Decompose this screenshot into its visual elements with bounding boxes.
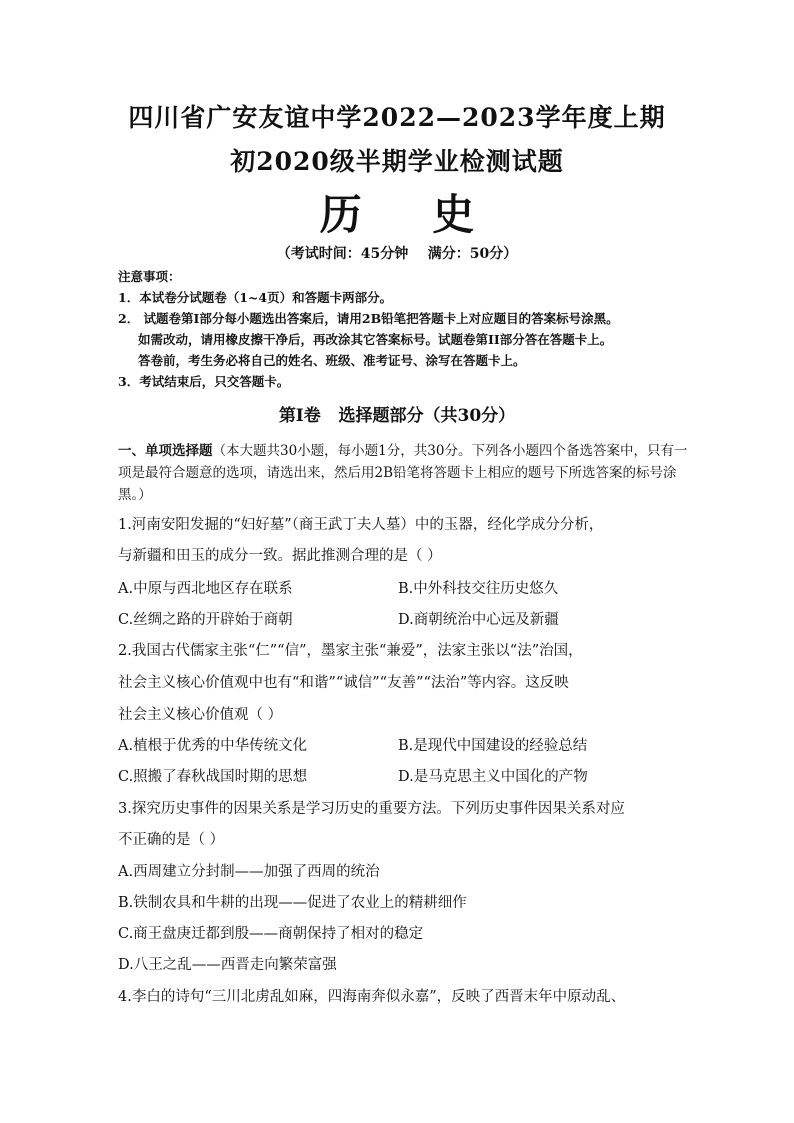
question-3-option-a: A.西周建立分封制——加强了西周的统治 (118, 864, 380, 880)
notes-item: 3．考试结束后，只交答题卡。 (118, 374, 290, 389)
notes-item: 1．本试卷分试题卷（1~4页）和答题卡两部分。 (118, 290, 393, 305)
notes-heading: 注意事项： (118, 269, 181, 284)
notes-item: 如需改动，请用橡皮擦干净后，再改涂其它答案标号。试题卷第II部分答在答题卡上。 (138, 332, 613, 347)
question-1-line-1: 1.河南安阳发掘的“妇好墓”（商王武丁夫人墓）中的玉器，经化学成分分析， (118, 517, 604, 533)
instruction-text: （本大题共30小题，每小题1分，共30分。下列各小题四个备选答案中，只有一项是最符合题意的选项，请选出来，然后用2B铅笔将答题卡上相应的题号下所选答案的标号涂黑。） (118, 443, 688, 503)
section-instruction (118, 440, 690, 506)
option-b: B.中外科技交往历史悠久 (398, 581, 559, 597)
question-3-option-c: C.商王盘庚迁都到殷——商朝保持了相对的稳定 (118, 926, 424, 942)
question-2-line-2: 社会主义核心价值观中也有“和谐”“诚信”“友善”“法治”等内容。这反映 (118, 675, 569, 691)
question-3-line-2: 不正确的是（ ） (118, 832, 225, 848)
option-c: C.丝绸之路的开辟始于商朝 (118, 612, 293, 628)
question-3-option-d: D.八王之乱——西晋走向繁荣富强 (118, 957, 337, 973)
subject-title: 历 史 (319, 190, 503, 239)
exam-title-line2: 初2020级半期学业检测试题 (230, 147, 564, 176)
notes-block (118, 266, 698, 392)
option-b: B.是现代中国建设的经验总结 (398, 738, 588, 754)
question-3-option-b: B.铁制农具和牛耕的出现——促进了农业上的精耕细作 (118, 895, 467, 911)
question-4-line-1: 4.李白的诗句“三川北虏乱如麻，四海南奔似永嘉”，反映了西晋末年中原动乱、 (118, 989, 626, 1005)
option-c: C.照搬了春秋战国时期的思想 (118, 769, 308, 785)
option-a: A.中原与西北地区存在联系 (118, 581, 293, 597)
option-d: D.是马克思主义中国化的产物 (398, 769, 588, 785)
question-2-line-3: 社会主义核心价值观（ ） (118, 707, 283, 723)
instruction-lead: 一、单项选择题 (118, 443, 213, 459)
notes-item: 答卷前，考生务必将自己的姓名、班级、准考证号、涂写在答题卡上。 (138, 353, 526, 368)
question-2-options-row-1 (118, 734, 690, 755)
question-2-line-1: 2.我国古代儒家主张“仁”“信”，墨家主张“兼爱”，法家主张以“法”治国， (118, 643, 583, 659)
exam-info: （考试时间：45分钟 满分：50分） (276, 246, 518, 262)
question-3-line-1: 3.探究历史事件的因果关系是学习历史的重要方法。下列历史事件因果关系对应 (118, 801, 625, 817)
question-1-options-row-1 (118, 577, 690, 598)
question-2-options-row-2 (118, 765, 690, 786)
option-a: A.植根于优秀的中华传统文化 (118, 738, 308, 754)
question-1-options-row-2 (118, 608, 690, 629)
section-title: 第Ⅰ卷 选择题部分（共30分） (278, 406, 516, 426)
notes-item: 2． 试题卷第Ⅰ部分每小题选出答案后，请用2B铅笔把答题卡上对应题目的答案标号涂黑。 (118, 311, 619, 326)
exam-title-line1: 四川省广安友谊中学2022—2023学年度上期 (128, 103, 666, 132)
option-d: D.商朝统治中心远及新疆 (398, 612, 559, 628)
question-1-line-2: 与新疆和田玉的成分一致。据此推测合理的是（ ） (118, 548, 442, 564)
